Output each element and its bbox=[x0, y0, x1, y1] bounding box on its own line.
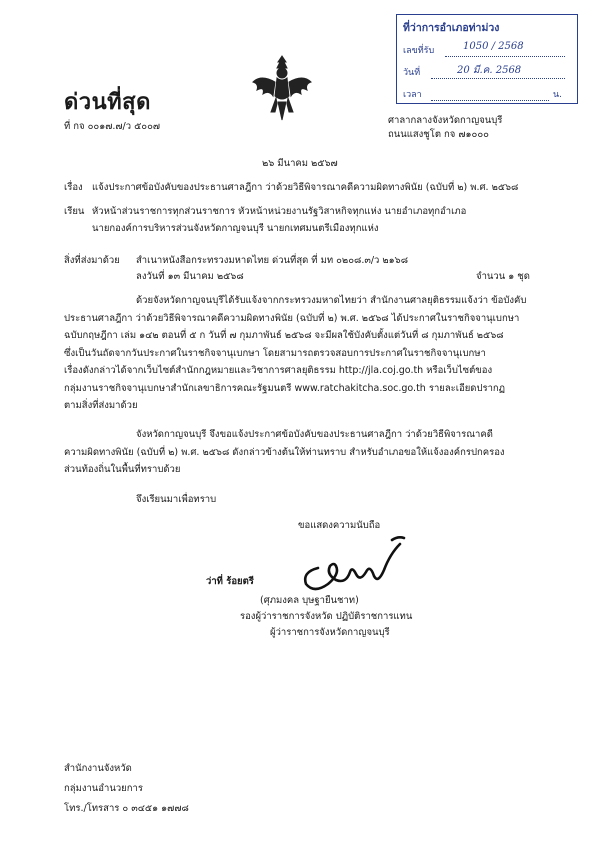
body-line: ความผิดทางพินัย (ฉบับที่ ๒) พ.ศ. ๒๕๖๘ ดังกล่าวข้างต้นให้ท่านทราบ สำหรับอำเภอขอให้แจ้งองค์กรปกครอง bbox=[64, 446, 505, 458]
document-number: ที่ กจ ๐๐๑๗.๗/ว ๕๐๐๗ bbox=[64, 121, 161, 132]
stamp-time-suffix: น. bbox=[553, 90, 563, 100]
handwritten-signature-icon bbox=[296, 532, 426, 596]
enclosure-label: สิ่งที่ส่งมาด้วย bbox=[64, 255, 120, 266]
regards-text: ขอแสดงความนับถือ bbox=[298, 520, 381, 531]
body-line: ฉบับกฤษฎีกา เล่ม ๑๔๒ ตอนที่ ๕ ก วันที่ ๗ กุมภาพันธ์ ๒๕๖๘ จะมีผลใช้บังคับตั้งแต่วันที่ ๘ กุมภาพันธ์ ๒๕๖๘ bbox=[64, 330, 504, 341]
signatory-title: ผู้ว่าราชการจังหวัดกาญจนบุรี bbox=[270, 627, 390, 638]
body-paragraph-2 bbox=[64, 426, 544, 479]
footer-office: สำนักงานจังหวัด bbox=[64, 763, 132, 774]
body-line: จังหวัดกาญจนบุรี จึงขอแจ้งประกาศข้อบังคับของประธานศาลฎีกา ว่าด้วยวิธีพิจารณาคดี bbox=[136, 429, 493, 440]
enclosure-line: ลงวันที่ ๑๓ มีนาคม ๒๕๖๘ bbox=[136, 271, 244, 282]
body-line: ส่วนท้องถิ่นในพื้นที่ทราบด้วย bbox=[64, 464, 181, 475]
body-line: เรื่องดังกล่าวได้จากเว็บไซต์สำนักกฎหมายและวิชาการศาลยุติธรรม http://jla.coj.go.th หรือเว็บไซต์ของ bbox=[64, 365, 493, 376]
stamp-dotted-line bbox=[431, 99, 549, 101]
subject-label: เรื่อง bbox=[64, 182, 83, 193]
body-paragraph-1 bbox=[64, 292, 544, 415]
stamp-date-value: 20 มี.ค. 2568 bbox=[457, 65, 522, 76]
receiving-stamp bbox=[396, 14, 578, 104]
footer-phone: โทร./โทรสาร ๐ ๓๔๕๑ ๑๗๗๘ bbox=[64, 803, 189, 814]
signatory-title: รองผู้ว่าราชการจังหวัด ปฏิบัติราชการแทน bbox=[240, 611, 413, 622]
body-line: ด้วยจังหวัดกาญจนบุรีได้รับแจ้งจากกระทรวงมหาดไทยว่า สำนักงานศาลยุติธรรมแจ้งว่า ข้อบังคับ bbox=[136, 295, 527, 306]
stamp-dotted-line bbox=[445, 55, 565, 57]
document-date: ๒๖ มีนาคม ๒๕๖๗ bbox=[262, 158, 338, 169]
body-line: ประธานศาลฎีกา ว่าด้วยวิธีพิจารณาคดีความผิดทางพินัย (ฉบับที่ ๒) พ.ศ. ๒๕๖๘ ได้ประกาศในราชกิจจานุเบกษา bbox=[64, 312, 520, 324]
stamp-title: ที่ว่าการอำเภอท่าม่วง bbox=[403, 22, 500, 34]
signatory-name: (ศุภมงคล บุษฐายืนชาท) bbox=[260, 595, 359, 606]
body-line: กลุ่มงานราชกิจจานุเบกษาสำนักเลขาธิการคณะรัฐมนตรี www.ratchakitcha.soc.go.th รายละเอียดปรากฏ bbox=[64, 382, 506, 394]
acting-rank-label: ว่าที่ ร้อยตรี bbox=[206, 576, 254, 587]
recipient-label: เรียน bbox=[64, 206, 85, 217]
body-line: ซึ่งเป็นวันถัดจากวันประกาศในราชกิจจานุเบกษา โดยสามารถตรวจสอบการประกาศในราชกิจจานุเบกษา bbox=[64, 347, 486, 359]
stamp-date-label: วันที่ bbox=[403, 68, 421, 78]
closing-text: จึงเรียนมาเพื่อทราบ bbox=[136, 494, 217, 505]
enclosure-count: จำนวน ๑ ชุด bbox=[476, 271, 530, 282]
office-name: ศาลากลางจังหวัดกาญจนบุรี bbox=[388, 115, 503, 126]
body-line: ตามสิ่งที่ส่งมาด้วย bbox=[64, 400, 138, 411]
stamp-time-label: เวลา bbox=[403, 90, 422, 100]
footer-group: กลุ่มงานอำนวยการ bbox=[64, 783, 143, 794]
office-address: ถนนแสงชูโต กจ ๗๑๐๐๐ bbox=[388, 129, 489, 140]
urgency-heading: ด่วนที่สุด bbox=[64, 90, 151, 115]
recipient-line: นายกองค์การบริหารส่วนจังหวัดกาญจนบุรี นายกเทศมนตรีเมืองทุกแห่ง bbox=[92, 223, 379, 234]
subject-text: แจ้งประกาศข้อบังคับของประธานศาลฎีกา ว่าด้วยวิธีพิจารณาคดีความผิดทางพินัย (ฉบับที่ ๒) พ.ศ. ๒๕๖๘ bbox=[92, 182, 519, 193]
recipient-line: หัวหน้าส่วนราชการทุกส่วนราชการ หัวหน้าหน่วยงานรัฐวิสาหกิจทุกแห่ง นายอำเภอทุกอำเภอ bbox=[92, 206, 467, 217]
stamp-receipt-number: 1050 / 2568 bbox=[463, 41, 524, 52]
stamp-receipt-label: เลขที่รับ bbox=[403, 46, 435, 56]
enclosure-line: สำเนาหนังสือกระทรวงมหาดไทย ด่วนที่สุด ที่ มท ๐๒๐๘.๓/ว ๒๑๖๘ bbox=[136, 255, 409, 266]
garuda-emblem-icon bbox=[251, 52, 313, 124]
